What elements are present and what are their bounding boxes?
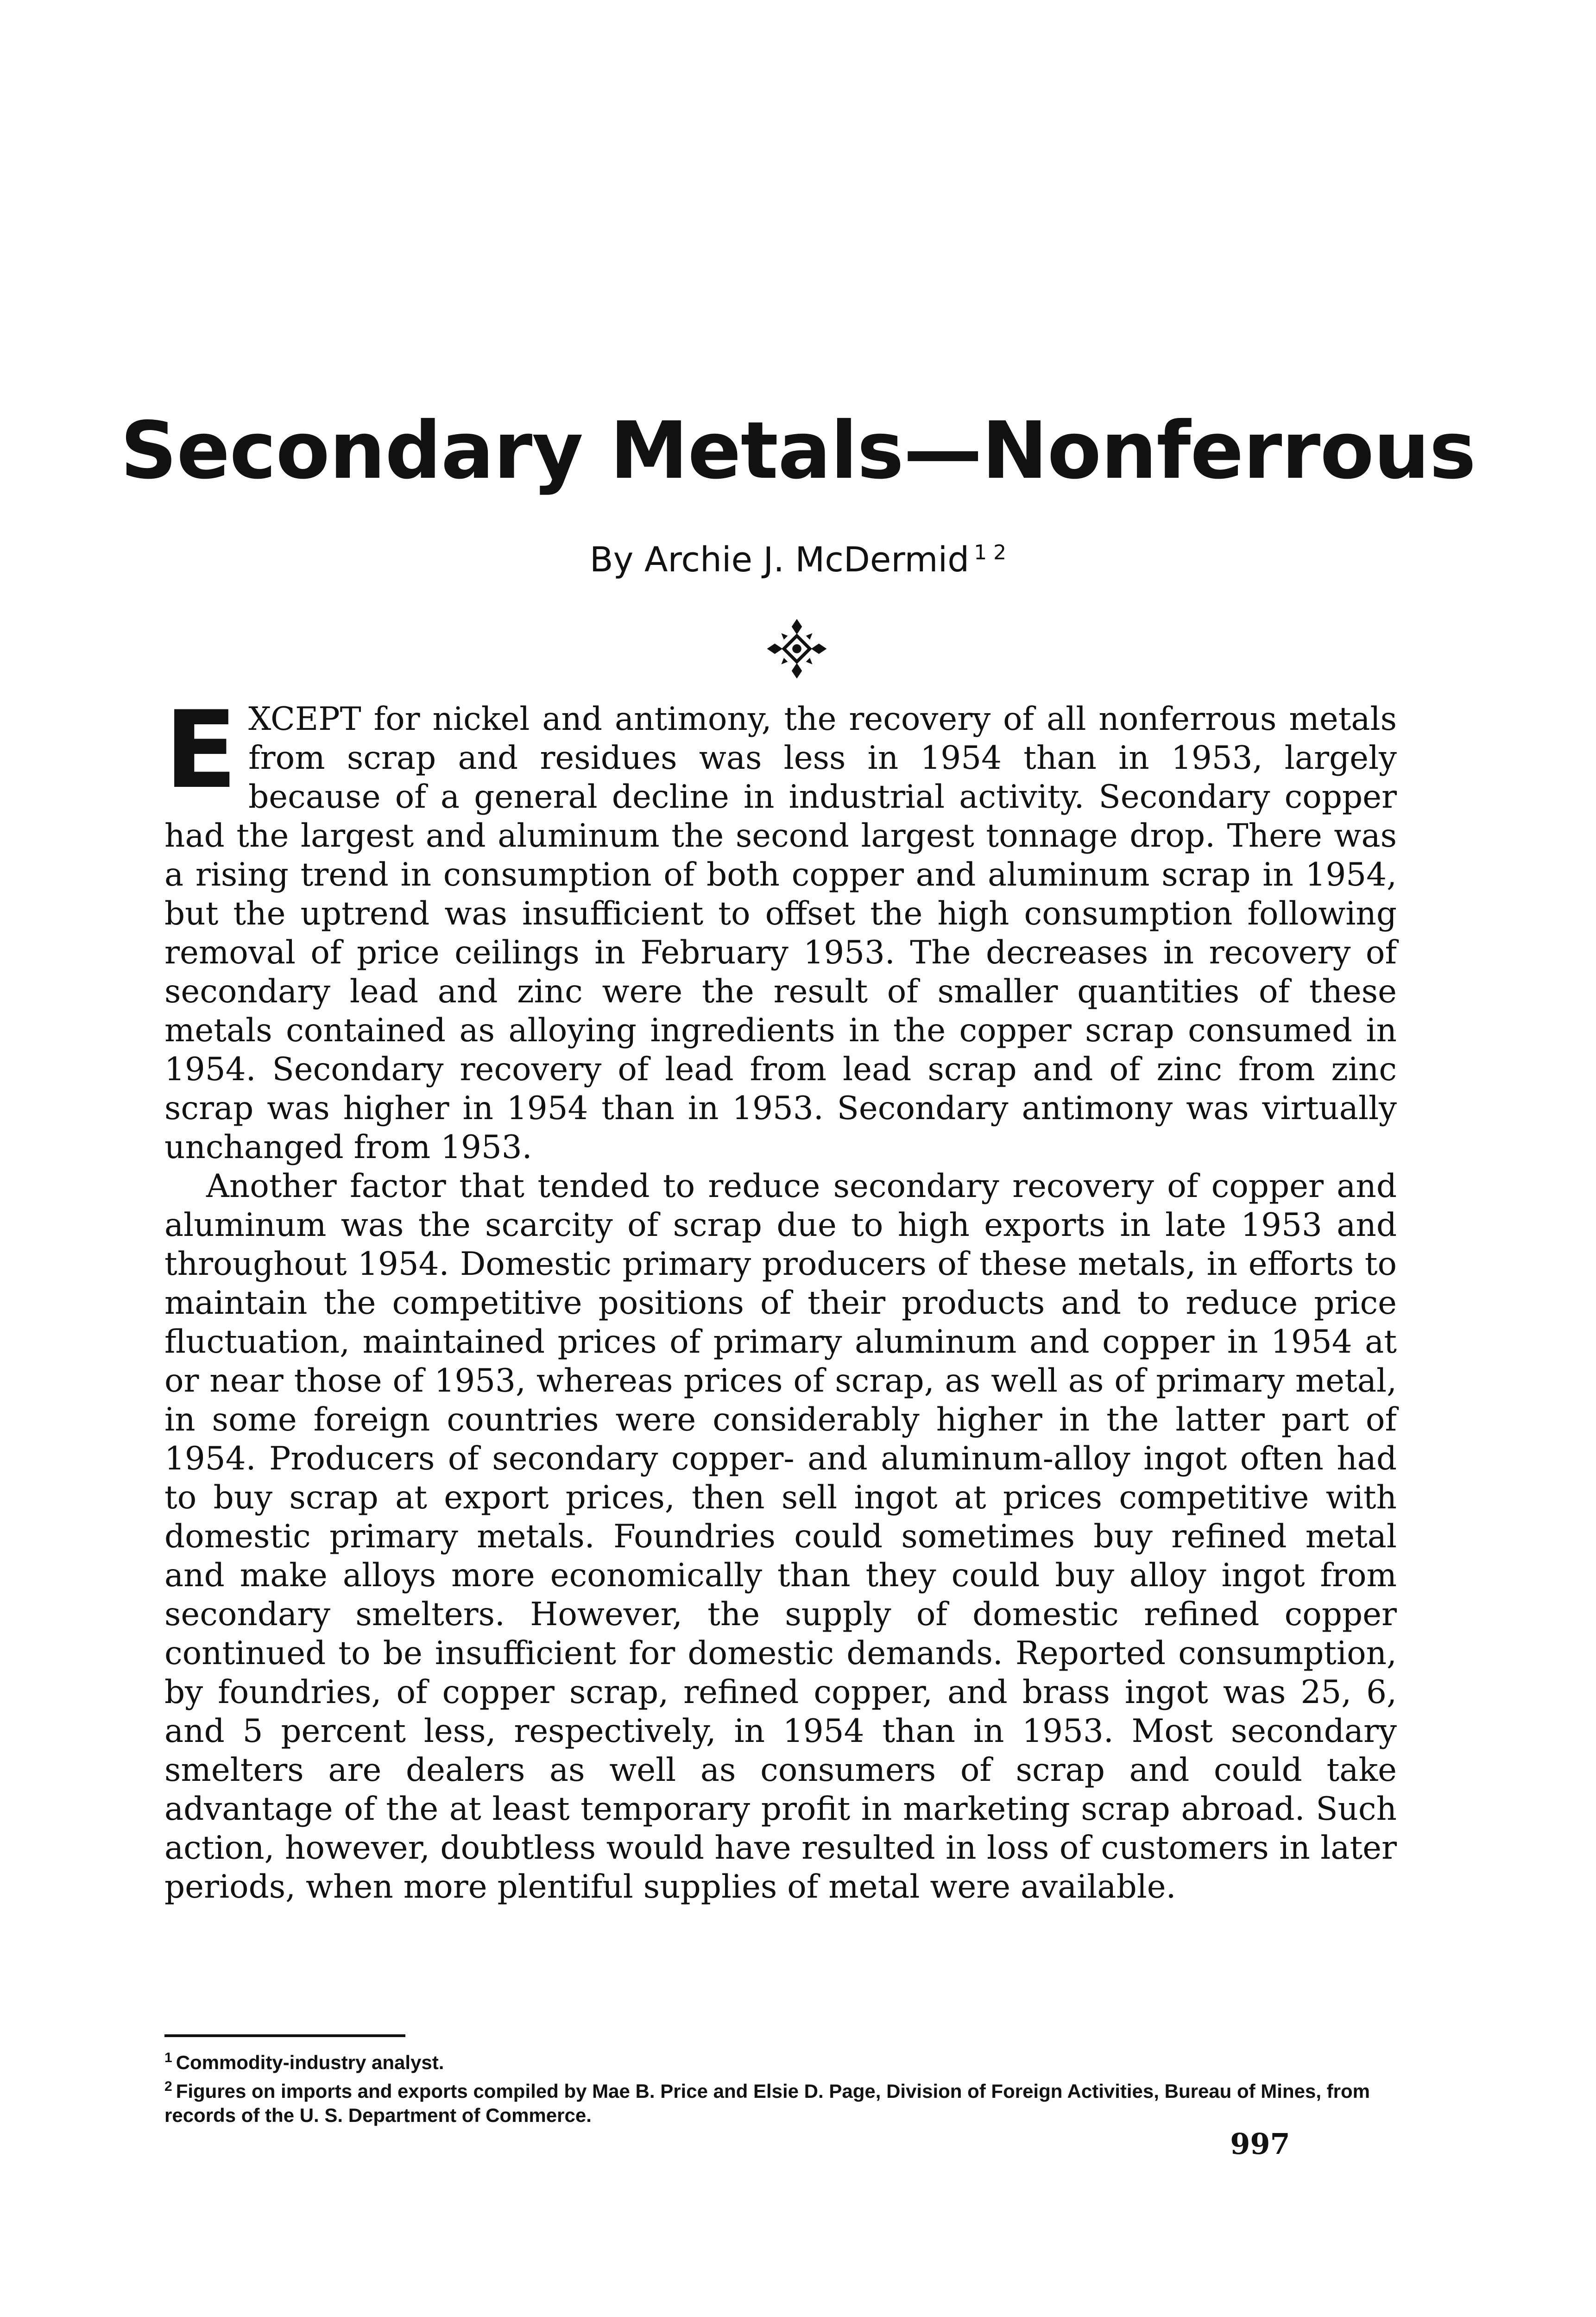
author-name: By Archie J. McDermid bbox=[589, 540, 970, 580]
fleuron-icon bbox=[764, 616, 829, 681]
footnote-1-mark: 1 bbox=[164, 2050, 172, 2065]
article-title: Secondary Metals—Nonferrous bbox=[120, 405, 1476, 497]
footnote-divider bbox=[164, 2034, 405, 2037]
author-byline bbox=[0, 540, 1596, 580]
footnote-2 bbox=[164, 2075, 1397, 2127]
footnotes bbox=[164, 2046, 1397, 2127]
drop-cap: E bbox=[164, 689, 238, 812]
footnote-2-mark: 2 bbox=[164, 2079, 172, 2094]
author-footnote-refs: 1 2 bbox=[974, 541, 1007, 565]
footnote-2-text: Figures on imports and exports compiled by Mae B. Price and Elsie D. Page, Division of Foreign Activities, Bureau of Mines, from records of the U. S. Department of Commerce. bbox=[164, 2080, 1370, 2126]
article-body bbox=[164, 689, 1397, 1906]
paragraph-1-text: XCEPT for nickel and antimony, the recovery of all nonferrous metals from scrap and residues was less in 1954 than in 1953, largely because of a general decline in industrial activity. Secondary copper had the largest and aluminum the second largest tonnage drop. There was a rising trend in consumption of both copper and aluminum scrap in 1954, but the uptrend was insufficient to offset the high consumption following removal of price ceilings in February 1953. The decreases in recovery of secondary lead and zinc were the result of smaller quantities of these metals contained as alloying ingredients in the copper scrap consumed in 1954. Secondary recovery of lead from lead scrap and of zinc from zinc scrap was higher in 1954 than in 1953. Secondary antimony was virtually unchanged from 1953. bbox=[164, 701, 1397, 1166]
paragraph-1 bbox=[164, 689, 1397, 1167]
footnote-1-text: Commodity-industry analyst. bbox=[176, 2051, 444, 2073]
page-number: 997 bbox=[1230, 2127, 1290, 2161]
paragraph-2: Another factor that tended to reduce secondary recovery of copper and aluminum was the scarcity of scrap due to high exports in late 1953 and throughout 1954. Domestic primary producers of these metals, in efforts to maintain the competitive positions of their products and to reduce price fluctuation, maintained prices of primary aluminum and copper in 1954 at or near those of 1953, whereas prices of scrap, as well as of primary metal, in some foreign countries were considerably higher in the latter part of 1954. Producers of secondary copper- and aluminum-alloy ingot often had to buy scrap at export prices, then sell ingot at prices competitive with domestic primary metals. Foundries could sometimes buy refined metal and make alloys more economically than they could buy alloy ingot from secondary smelters. However, the supply of domestic refined copper continued to be insufficient for domestic demands. Reported consumption, by foundries, of copper scrap, refined copper, and brass ingot was 25, 6, and 5 percent less, respectively, in 1954 than in 1953. Most secondary smelters are dealers as well as consumers of scrap and could take advantage of the at least temporary profit in marketing scrap abroad. Such action, however, doubtless would have resulted in loss of customers in later periods, when more plentiful supplies of metal were available. bbox=[164, 1168, 1397, 1906]
footnote-1 bbox=[164, 2046, 1397, 2075]
